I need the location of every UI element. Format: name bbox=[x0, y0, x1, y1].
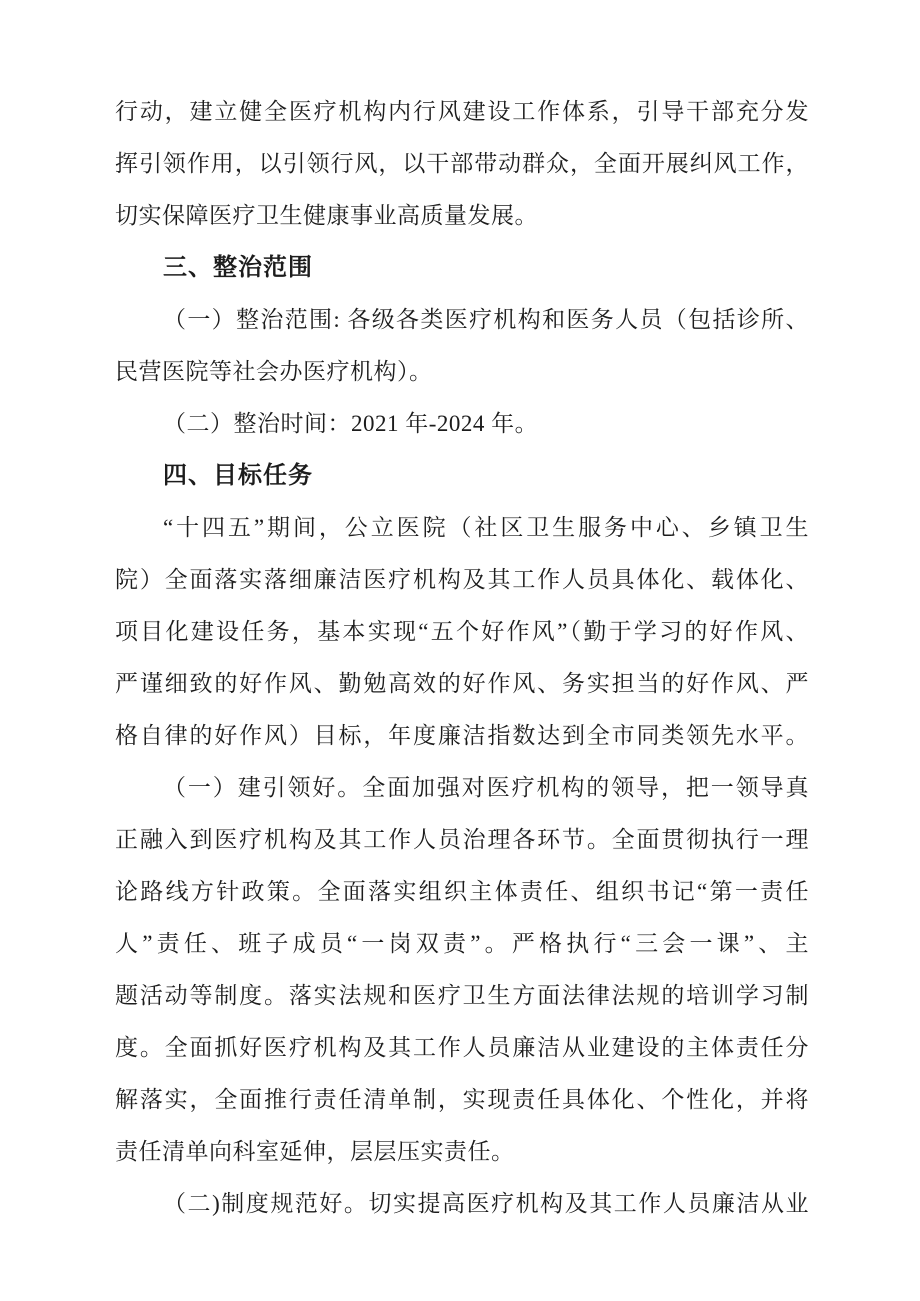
text-line: 切实保障医疗卫生健康事业高质量发展。 bbox=[115, 203, 538, 228]
text-line: （二）整治时间：2021 年-2024 年。 bbox=[163, 411, 539, 436]
section-heading: 三、整治范围 bbox=[163, 254, 313, 281]
text-line: 题活动等制度。落实法规和医疗卫生方面法律法规的培训学习制 bbox=[115, 983, 809, 1008]
text-line: 论路线方针政策。全面落实组织主体责任、组织书记“第一责任 bbox=[115, 879, 809, 904]
text-line: 度。全面抓好医疗机构及其工作人员廉洁从业建设的主体责任分 bbox=[115, 1035, 809, 1060]
text-line: 民营医院等社会办医疗机构）。 bbox=[115, 359, 433, 384]
text-line: 格自律的好作风）目标，年度廉洁指数达到全市同类领先水平。 bbox=[115, 723, 809, 748]
text-line: （一）整治范围: 各级各类医疗机构和医务人员（包括诊所、 bbox=[163, 307, 809, 332]
text-line: 责任清单向科室延伸，层层压实责任。 bbox=[115, 1139, 515, 1164]
text-line: 院）全面落实落细廉洁医疗机构及其工作人员具体化、载体化、 bbox=[115, 567, 809, 592]
text-line: （一）建引领好。全面加强对医疗机构的领导，把一领导真 bbox=[163, 775, 809, 800]
text-line: 正融入到医疗机构及其工作人员治理各环节。全面贯彻执行一理 bbox=[115, 827, 809, 852]
text-line: 严谨细致的好作风、勤勉高效的好作风、务实担当的好作风、严 bbox=[115, 671, 809, 696]
text-line: （二)制度规范好。切实提高医疗机构及其工作人员廉洁从业 bbox=[163, 1191, 809, 1216]
text-line: 人”责任、班子成员“一岗双责”。严格执行“三会一课”、主 bbox=[115, 931, 809, 956]
text-line: “十四五”期间，公立医院（社区卫生服务中心、乡镇卫生 bbox=[163, 515, 809, 540]
text-line: 行动，建立健全医疗机构内行风建设工作体系，引导干部充分发 bbox=[115, 99, 809, 124]
text-line: 项目化建设任务，基本实现“五个好作风”（勤于学习的好作风、 bbox=[115, 619, 809, 644]
text-line: 解落实，全面推行责任清单制，实现责任具体化、个性化，并将 bbox=[115, 1087, 809, 1112]
text-line: 挥引领作用，以引领行风，以干部带动群众，全面开展纠风工作， bbox=[115, 151, 809, 176]
document-content bbox=[115, 86, 809, 1230]
section-heading: 四、目标任务 bbox=[163, 462, 313, 489]
